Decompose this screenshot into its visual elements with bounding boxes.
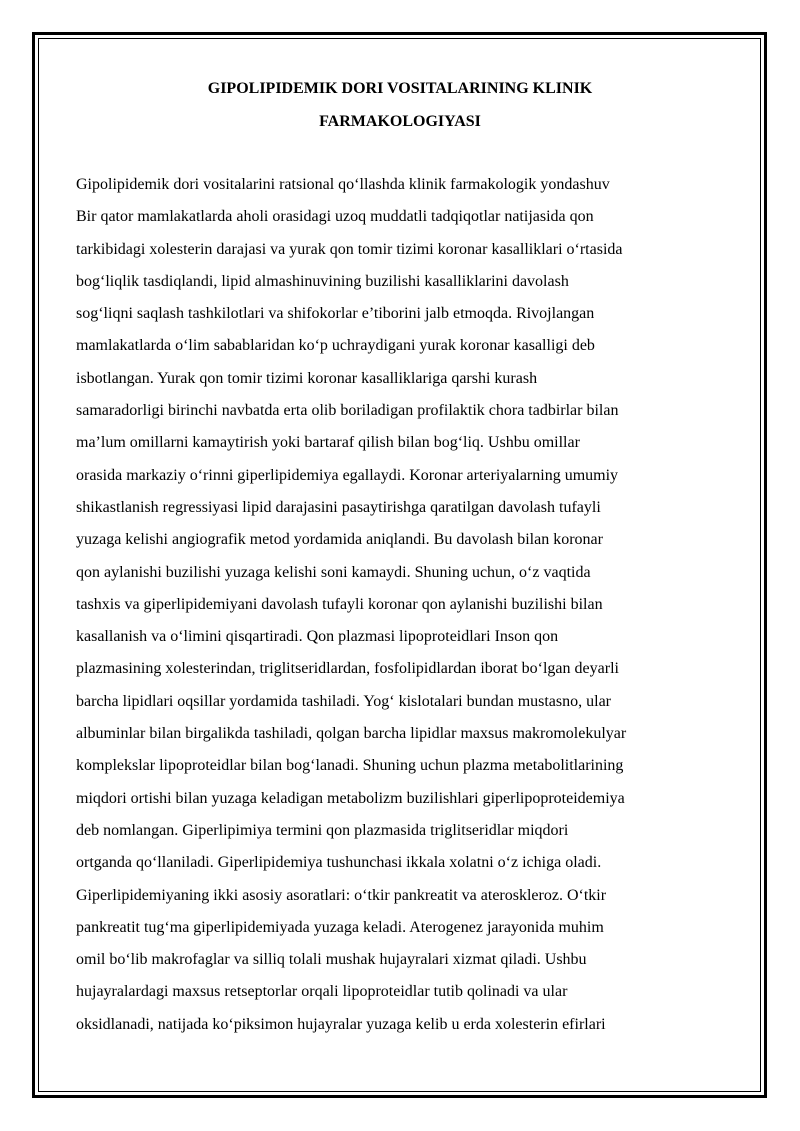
body-line: Gipolipidemik dori vositalarini ratsional qo‘llashda klinik farmakologik yondashuv — [76, 176, 610, 193]
body-line: oksidlanadi, natijada ko‘piksimon hujayralar yuzaga kelib u erda xolesterin efirlari — [76, 1015, 606, 1033]
body-line: yuzaga kelishi angiografik metod yordamida aniqlandi. Bu davolash bilan koronar — [76, 531, 603, 549]
body-line: orasida markaziy o‘rinni giperlipidemiya egallaydi. Koronar arteriyalarning umumiy — [76, 466, 619, 484]
body-line: shikastlanish regressiyasi lipid darajasini pasaytirishga qaratilgan davolash tufayli — [76, 498, 601, 516]
body-line: barcha lipidlari oqsillar yordamida tashiladi. Yog‘ kislotalari bundan mustasno, ular — [76, 692, 612, 710]
body-line: sog‘liqni saqlash tashkilotlari va shifokorlar e’tiborini jalb etmoqda. Rivojlangan — [76, 305, 595, 323]
title-line: GIPOLIPIDEMIK DORI VOSITALARINING KLINIK — [207, 80, 593, 97]
body-line: komplekslar lipoproteidlar bilan bog‘lanadi. Shuning uchun plazma metabolitlarining — [76, 757, 624, 775]
document-title — [76, 72, 724, 138]
body-line: albuminlar bilan birgalikda tashiladi, qolgan barcha lipidlar maxsus makromolekulyar — [76, 725, 627, 743]
body-line: pankreatit tug‘ma giperlipidemiyada yuzaga keladi. Aterogenez jarayonida muhim — [76, 918, 604, 936]
body-line: ma’lum omillarni kamaytirish yoki bartaraf qilish bilan bog‘liq. Ushbu omillar — [76, 434, 580, 452]
body-line: ortganda qo‘llaniladi. Giperlipidemiya tushunchasi ikkala xolatni o‘z ichiga oladi. — [76, 854, 602, 872]
body-line: samaradorligi birinchi navbatda erta olib boriladigan profilaktik chora tadbirlar bilan — [76, 402, 619, 420]
body-line: omil bo‘lib makrofaglar va silliq tolali mushak hujayralari xizmat qiladi. Ushbu — [76, 951, 587, 969]
body-line: Giperlipidemiyaning ikki asosiy asoratlari: o‘tkir pankreatit va ateroskleroz. O‘tkir — [76, 886, 607, 904]
body-line: bog‘liqlik tasdiqlandi, lipid almashinuvining buzilishi kasalliklarini davolash — [76, 272, 569, 290]
body-line: miqdori ortishi bilan yuzaga keladigan metabolizm buzilishlari giperlipoproteidemiya — [76, 789, 625, 807]
title-line: FARMAKOLOGIYASI — [319, 113, 481, 130]
body-line: plazmasining xolesterindan, triglitseridlardan, fosfolipidlardan iborat bo‘lgan deyarli — [76, 660, 619, 678]
body-line: mamlakatlarda o‘lim sabablaridan ko‘p uchraydigani yurak koronar kasalligi deb — [76, 337, 595, 355]
document-content — [76, 72, 724, 1041]
body-line: hujayralardagi maxsus retseptorlar orqali lipoproteidlar tutib qolinadi va ular — [76, 983, 568, 1001]
body-line: tashxis va giperlipidemiyani davolash tufayli koronar qon aylanishi buzilishi bilan — [76, 595, 603, 613]
body-paragraph — [76, 169, 724, 1041]
body-line: tarkibidagi xolesterin darajasi va yurak qon tomir tizimi koronar kasalliklari o‘rtasida — [76, 240, 623, 258]
body-line: isbotlangan. Yurak qon tomir tizimi koronar kasalliklariga qarshi kurash — [76, 369, 538, 387]
body-line: deb nomlangan. Giperlipimiya termini qon plazmasida triglitseridlar miqdori — [76, 821, 569, 839]
body-line: Bir qator mamlakatlarda aholi orasidagi uzoq muddatli tadqiqotlar natijasida qon — [76, 208, 594, 226]
body-line: qon aylanishi buzilishi yuzaga kelishi soni kamaydi. Shuning uchun, o‘z vaqtida — [76, 563, 591, 581]
body-line: kasallanish va o‘limini qisqartiradi. Qon plazmasi lipoproteidlari Inson qon — [76, 628, 559, 646]
